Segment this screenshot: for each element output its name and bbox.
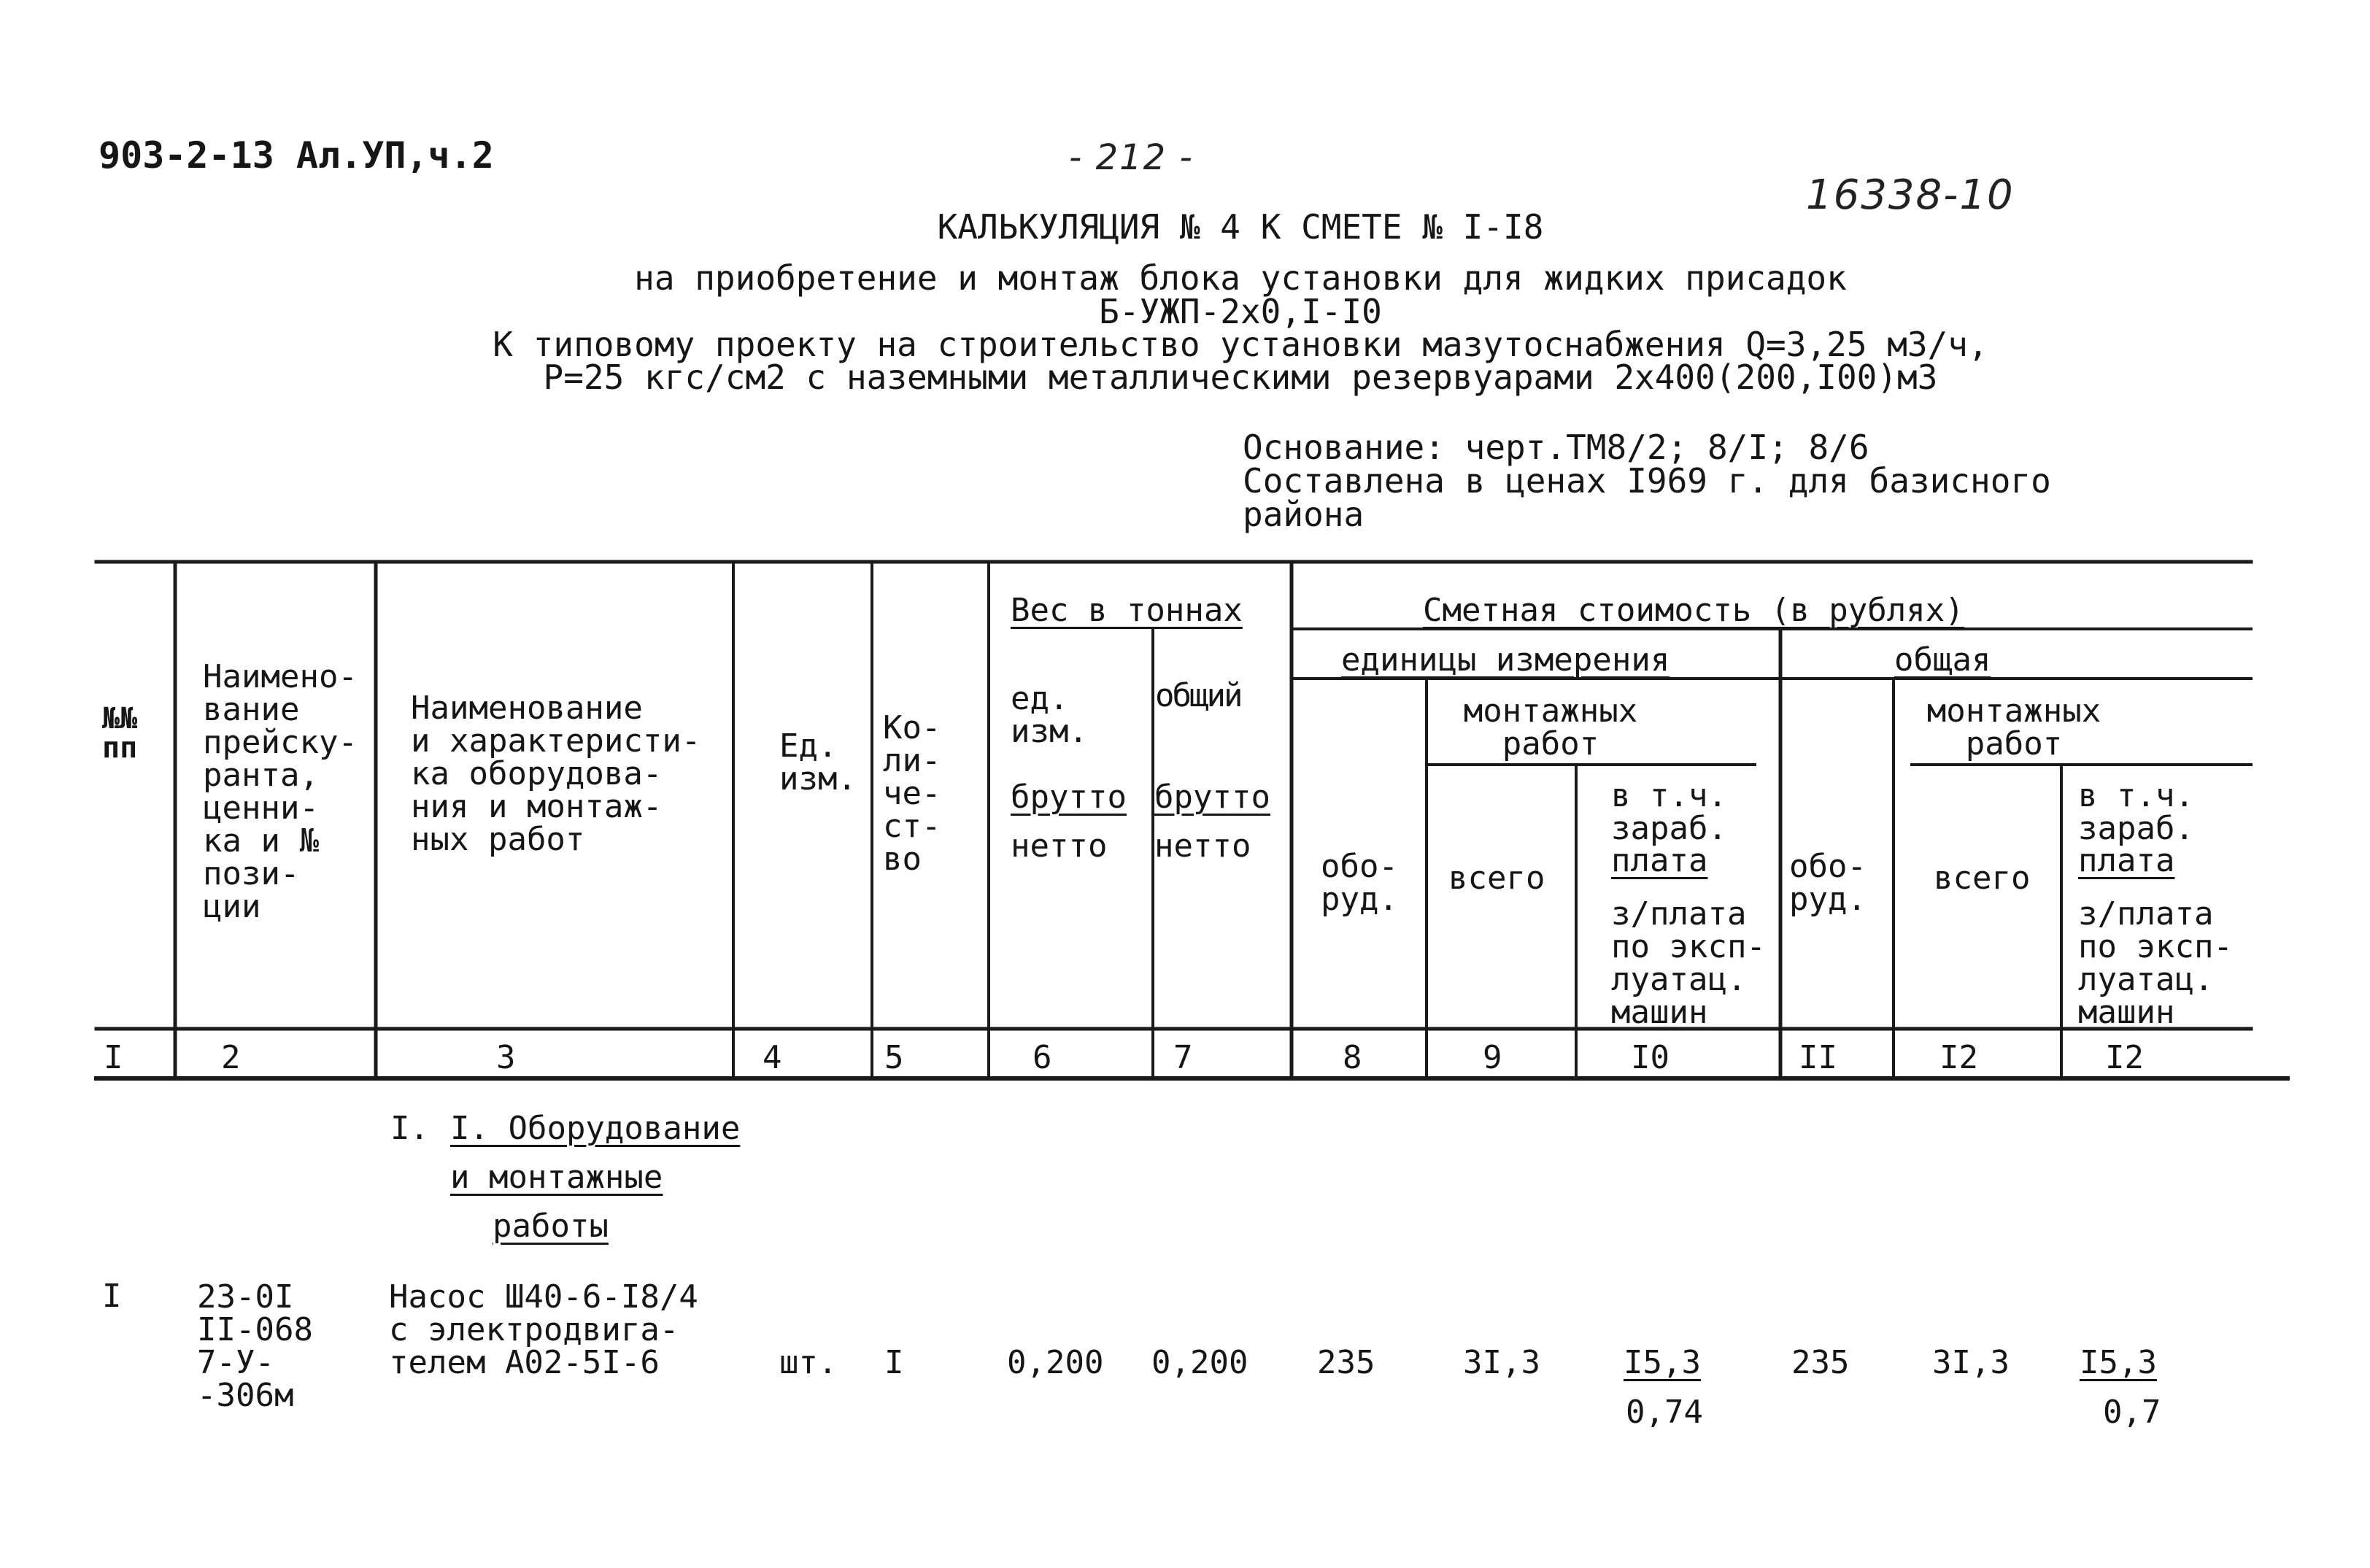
row-unit-machine-wage: 0,74 (1626, 1394, 1703, 1431)
column-number: 5 (884, 1039, 904, 1076)
document-title: КАЛЬКУЛЯЦИЯ № 4 К СМЕТЕ № I-I8 (937, 207, 1544, 247)
basis-drawings: Основание: черт.ТМ8/2; 8/I; 8/6 (1243, 428, 1869, 467)
column-number: 8 (1343, 1039, 1362, 1076)
header-total-machine-wage: з/плата по эксп- луатац. машин (2078, 895, 2233, 1031)
column-number: 4 (763, 1039, 782, 1076)
header-row-number: №№ пп (102, 702, 138, 765)
header-net-unit: нетто (1011, 827, 1108, 865)
header-gross-unit: брутто (1011, 779, 1127, 816)
row-quantity: I (884, 1344, 904, 1381)
header-unit-installation: монтажных работ (1463, 692, 1638, 762)
title-block-code: Б-УЖП-2х0,I-I0 (1099, 292, 1382, 331)
title-subject: на приобретение и монтаж блока установки для жидких присадок (634, 258, 1847, 298)
header-total: общая (1894, 641, 1991, 679)
row-unit-wage: I5,3 (1624, 1344, 1701, 1381)
header-pricelist: Наимено- вание прейску- ранта, ценни- ка и № пози- ции (203, 658, 358, 925)
title-project: К типовому проекту на строительство установки мазутоснабжения Q=3,25 м3/ч, (493, 325, 1988, 364)
header-unit-machine-wage: з/плата по эксп- луатац. машин (1611, 895, 1766, 1031)
inventory-number: 16338-10 (1806, 171, 2015, 219)
row-weight-unit: 0,200 (1007, 1344, 1104, 1381)
column-number: 2 (221, 1039, 241, 1076)
column-number: 3 (496, 1039, 516, 1076)
row-pricelist: 23-0I II-068 7-У- -306м (197, 1278, 313, 1414)
section-number: I. (390, 1110, 429, 1147)
row-total-install: 3I,3 (1932, 1344, 2010, 1381)
header-cost-group: Сметная стоимость (в рублях) (1423, 592, 1964, 629)
row-weight-total: 0,200 (1151, 1344, 1248, 1381)
header-equipment-name: Наименование и характеристи- ка оборудова- ния и монтаж- ных работ (411, 690, 701, 858)
column-number: 9 (1483, 1039, 1502, 1076)
column-number: I2 (1939, 1039, 1978, 1076)
header-weight-unit: ед. изм. (1011, 680, 1088, 750)
header-weight-group: Вес в тоннах (1011, 592, 1243, 629)
row-unit-equipment: 235 (1317, 1344, 1375, 1381)
column-number: I0 (1631, 1039, 1670, 1076)
header-per-unit: единицы измерения (1341, 641, 1670, 679)
row-equipment-name: Насос Ш40-6-I8/4 с электродвига- телем А02-5I-6 (389, 1278, 698, 1381)
column-number: 7 (1173, 1039, 1193, 1076)
row-number: I (102, 1278, 122, 1315)
project-code: 903-2-13 Ал.УП,ч.2 (99, 134, 494, 177)
section-title-line2: и монтажные (450, 1159, 663, 1196)
column-number: I (104, 1039, 123, 1076)
header-total-wage: плата (2078, 842, 2175, 879)
header-unit-wage: плата (1611, 842, 1708, 879)
basis-prices: Составлена в ценах I969 г. для базисного (1243, 461, 2051, 501)
title-tanks: Р=25 кгс/см2 с наземными металлическими резервуарами 2х400(200,I00)м3 (543, 358, 1938, 397)
header-unit-all: всего (1448, 860, 1545, 897)
header-total-equipment: обо- руд. (1789, 848, 1867, 918)
column-number: I2 (2105, 1039, 2144, 1076)
header-net-total: нетто (1154, 827, 1251, 865)
row-total-wage: I5,3 (2080, 1344, 2157, 1381)
column-number: 6 (1032, 1039, 1052, 1076)
header-total-incl-wage: в т.ч. зараб. (2078, 777, 2194, 847)
section-title: I. Оборудование (450, 1110, 741, 1147)
row-total-equipment: 235 (1791, 1344, 1850, 1381)
page-number: - 212 - (1069, 137, 1194, 178)
header-total-all: всего (1934, 860, 2031, 897)
header-unit: Ед. изм. (779, 727, 857, 797)
row-unit-install-total: 3I,3 (1463, 1344, 1540, 1381)
header-gross-total: брутто (1154, 779, 1270, 816)
column-number: II (1799, 1039, 1837, 1076)
header-quantity: Ко- ли- че- ст- во (883, 709, 941, 878)
header-weight-total: общий (1155, 677, 1241, 714)
header-unit-incl-wage: в т.ч. зараб. (1611, 777, 1727, 847)
row-total-machine-wage: 0,7 (2103, 1394, 2161, 1431)
header-unit-equipment: обо- руд. (1321, 848, 1398, 918)
section-title-line3: работы (493, 1208, 609, 1245)
basis-region: района (1243, 495, 1365, 534)
header-total-installation: монтажных работ (1926, 692, 2101, 762)
row-unit: шт. (779, 1344, 838, 1381)
